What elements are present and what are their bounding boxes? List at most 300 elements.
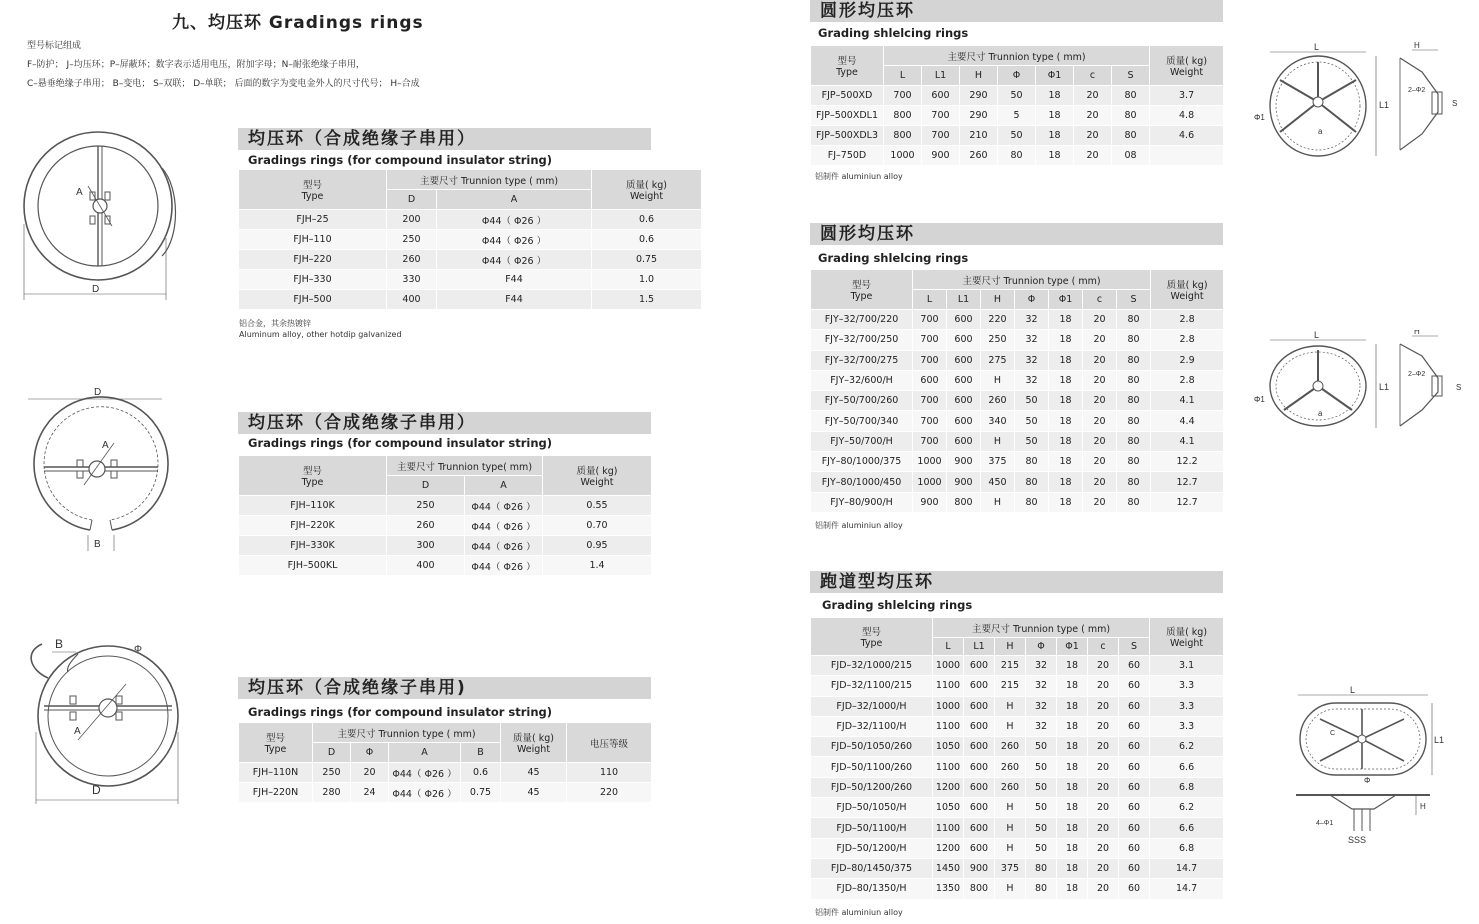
col-header: S <box>1119 638 1150 656</box>
table-cell: 60 <box>1119 879 1150 899</box>
table-cell: 3.7 <box>1150 86 1224 106</box>
table-cell: 18 <box>1049 492 1083 512</box>
table-cell: 275 <box>981 350 1015 370</box>
dim-label: Φ <box>1364 776 1371 785</box>
table-cell: 20 <box>1088 818 1119 838</box>
table-cell: 6.6 <box>1150 757 1224 777</box>
table-cell: 80 <box>1117 492 1151 512</box>
dim-label: D <box>94 387 102 398</box>
table-cell: 330 <box>387 270 437 290</box>
col-header-weight: 质量( kg) Weight <box>592 170 702 210</box>
table-cell: FJD–50/1100/H <box>811 818 933 838</box>
table-cell: 250 <box>387 230 437 250</box>
table-cell: 32 <box>1026 716 1057 736</box>
table-cell: 20 <box>1083 391 1117 411</box>
table-row <box>239 556 652 576</box>
col-header: Φ <box>1026 638 1057 656</box>
table-cell: 600 <box>964 757 995 777</box>
table-cell: 60 <box>1119 656 1150 676</box>
table-note: 铝合金，其余热镀锌 Aluminum alloy, other hotdip galvanized <box>239 319 402 339</box>
table-cell: 280 <box>313 783 351 803</box>
col-header: Φ1 <box>1049 290 1083 310</box>
table-cell: 18 <box>1057 879 1088 899</box>
table-cell: FJD–50/1200/H <box>811 838 933 858</box>
dim-label: L <box>1314 42 1320 52</box>
table-row <box>811 757 1224 777</box>
table-cell: 60 <box>1119 737 1150 757</box>
table-cell: 700 <box>913 411 947 431</box>
table-row <box>239 496 652 516</box>
table-cell: 20 <box>1088 838 1119 858</box>
table-cell: H <box>981 492 1015 512</box>
table-cell: FJH–500KL <box>239 556 387 576</box>
table-cell: 400 <box>387 556 465 576</box>
col-header-trunnion: 主要尺寸 Trunnion type ( mm) <box>387 170 592 190</box>
table-cell: 14.7 <box>1150 879 1224 899</box>
table-cell: FJY–32/700/275 <box>811 350 913 370</box>
table-cell: 1200 <box>933 777 964 797</box>
racetrack-ring-drawing <box>1290 685 1450 850</box>
table-cell: FJD–32/1000/215 <box>811 656 933 676</box>
table-row <box>811 431 1224 451</box>
table-cell: 0.95 <box>543 536 652 556</box>
table-cell: 20 <box>1083 472 1117 492</box>
table-cell: 110 <box>567 763 652 783</box>
intro-line: 型号标记组成 <box>27 41 82 51</box>
table-cell: 4.1 <box>1151 391 1224 411</box>
table-cell: 20 <box>1088 716 1119 736</box>
table-cell: 50 <box>1015 391 1049 411</box>
intro-line: C–悬垂绝缘子串用； B–变电； S–双联； D–单联； 后面的数字为变电金外人的尺寸代号； H–合成 <box>27 79 420 89</box>
table-row <box>811 411 1224 431</box>
table-cell: 20 <box>1074 146 1112 166</box>
col-header-type: 型号 Type <box>811 270 913 310</box>
table-cell: 32 <box>1026 696 1057 716</box>
table-cell: 260 <box>995 777 1026 797</box>
table-cell: 32 <box>1015 350 1049 370</box>
section-title-cn: 圆形均压环 <box>820 224 915 244</box>
col-header-type: 型号 Type <box>239 456 387 496</box>
table-cell: 18 <box>1057 858 1088 878</box>
table-row <box>811 86 1224 106</box>
col-header-trunnion: 主要尺寸 Trunnion type( mm) <box>387 456 543 476</box>
dim-label: L1 <box>1434 735 1445 745</box>
table-row <box>239 210 702 230</box>
table-cell: 900 <box>964 858 995 878</box>
dim-label: D <box>92 783 101 797</box>
table-cell: 450 <box>981 472 1015 492</box>
table-cell: 4.6 <box>1150 126 1224 146</box>
col-header: Φ1 <box>1036 66 1074 86</box>
table-cell: 600 <box>964 656 995 676</box>
table-cell: 700 <box>913 391 947 411</box>
table-row <box>811 798 1224 818</box>
table-cell: FJH–330K <box>239 536 387 556</box>
table-cell: 20 <box>1083 492 1117 512</box>
table-row <box>811 310 1224 330</box>
table-cell: 4.8 <box>1150 106 1224 126</box>
table-row <box>239 290 702 310</box>
table-cell: 220 <box>981 310 1015 330</box>
table-cell: 80 <box>1112 106 1150 126</box>
table-row <box>239 783 652 803</box>
table-cell: Φ44（ Φ26 ） <box>389 763 461 783</box>
dim-label: L <box>1350 685 1356 695</box>
table-cell: 600 <box>947 310 981 330</box>
table-cell: 32 <box>1026 676 1057 696</box>
table-cell: 260 <box>995 757 1026 777</box>
table-cell: 300 <box>387 536 465 556</box>
table-cell: 18 <box>1057 818 1088 838</box>
table-cell: 60 <box>1119 676 1150 696</box>
spec-table <box>238 169 702 310</box>
section-title-en: Grading shlelcing rings <box>822 598 973 612</box>
table-cell: FJD–80/1350/H <box>811 879 933 899</box>
col-header: L <box>884 66 922 86</box>
table-cell: 1000 <box>913 472 947 492</box>
section-title-cn: 跑道型均压环 <box>820 572 934 592</box>
table-cell: 20 <box>1088 777 1119 797</box>
table-cell: 50 <box>1026 838 1057 858</box>
col-header-type: 型号 Type <box>239 723 313 763</box>
table-cell: 0.75 <box>461 783 501 803</box>
table-cell: 18 <box>1049 431 1083 451</box>
table-cell: 50 <box>1026 818 1057 838</box>
section-title-cn: 均压环（合成绝缘子串用） <box>248 129 476 149</box>
table-cell: 18 <box>1049 391 1083 411</box>
table-cell: 1000 <box>884 146 922 166</box>
dim-label: L1 <box>1379 100 1390 110</box>
table-row <box>811 858 1224 878</box>
section-header-bar <box>810 223 1223 245</box>
table-cell: FJH–25 <box>239 210 387 230</box>
table-cell: Φ44（ Φ26 ） <box>389 783 461 803</box>
col-header-weight: 质量( kg) Weight <box>501 723 567 763</box>
table-row <box>811 656 1224 676</box>
table-cell: 18 <box>1057 777 1088 797</box>
table-cell: 80 <box>1117 330 1151 350</box>
dim-label: a <box>1318 127 1323 136</box>
table-row <box>239 763 652 783</box>
table-cell: 18 <box>1049 472 1083 492</box>
table-cell: 20 <box>1088 737 1119 757</box>
table-row <box>811 472 1224 492</box>
table-cell: Φ44（ Φ26 ） <box>465 556 543 576</box>
table-cell: 18 <box>1057 757 1088 777</box>
col-header: Φ <box>1015 290 1049 310</box>
table-cell: 1.4 <box>543 556 652 576</box>
dim-label: Φ1 <box>1254 113 1265 122</box>
spec-table <box>810 269 1224 513</box>
table-cell: 900 <box>922 146 960 166</box>
col-header-weight: 质量( kg) Weight <box>543 456 652 496</box>
table-cell: 18 <box>1057 656 1088 676</box>
table-cell: 400 <box>387 290 437 310</box>
table-cell: 4.1 <box>1151 431 1224 451</box>
table-cell: 210 <box>960 126 998 146</box>
table-cell: 4.4 <box>1151 411 1224 431</box>
col-header: H <box>995 638 1026 656</box>
table-cell: 290 <box>960 86 998 106</box>
table-cell: 18 <box>1057 676 1088 696</box>
table-cell: 18 <box>1036 126 1074 146</box>
table-cell: 800 <box>947 492 981 512</box>
table-cell: 600 <box>913 370 947 390</box>
table-cell: FJH–220 <box>239 250 387 270</box>
table-cell: 6.2 <box>1150 737 1224 757</box>
table-cell: 80 <box>1117 391 1151 411</box>
table-cell: FJD–50/1100/260 <box>811 757 933 777</box>
table-cell: 60 <box>1119 757 1150 777</box>
table-cell: 12.2 <box>1151 452 1224 472</box>
table-cell: 50 <box>998 86 1036 106</box>
table-row <box>811 330 1224 350</box>
table-cell: FJ–750D <box>811 146 884 166</box>
table-row <box>811 370 1224 390</box>
table-cell: FJH–220N <box>239 783 313 803</box>
table-row <box>811 452 1224 472</box>
section-title-en: Gradings rings (for compound insulator string) <box>248 436 553 450</box>
table-cell: 1100 <box>933 757 964 777</box>
table-cell: 0.6 <box>592 210 702 230</box>
table-cell: 700 <box>913 350 947 370</box>
table-row <box>811 879 1224 899</box>
dim-label: S <box>1456 383 1462 392</box>
table-row <box>811 777 1224 797</box>
table-cell: 260 <box>960 146 998 166</box>
table-cell: 08 <box>1112 146 1150 166</box>
col-header: D <box>313 743 351 763</box>
section-header-bar <box>238 128 651 150</box>
table-cell: Φ44（ Φ26 ） <box>465 496 543 516</box>
table-cell: 1.5 <box>592 290 702 310</box>
table-cell: 700 <box>913 330 947 350</box>
table-cell: 6.2 <box>1150 798 1224 818</box>
section-header-bar <box>810 0 1223 22</box>
table-cell: 12.7 <box>1151 492 1224 512</box>
table-cell: 700 <box>922 126 960 146</box>
table-cell: 20 <box>1088 798 1119 818</box>
spec-table <box>238 455 652 576</box>
table-row <box>811 350 1224 370</box>
round-ring-drawing <box>1252 42 1474 182</box>
dim-label: B <box>94 539 101 550</box>
dim-label: B <box>55 637 64 651</box>
table-cell: 60 <box>1119 777 1150 797</box>
table-cell: 18 <box>1036 146 1074 166</box>
dim-label: SSS <box>1348 835 1367 845</box>
table-cell: 50 <box>1015 431 1049 451</box>
table-cell: 20 <box>1088 696 1119 716</box>
dim-label: 2–Φ2 <box>1408 87 1426 94</box>
col-header-weight: 质量( kg) Weight <box>1151 270 1224 310</box>
col-header: c <box>1088 638 1119 656</box>
table-cell: 45 <box>501 763 567 783</box>
table-cell: F44 <box>437 270 592 290</box>
table-cell: 1450 <box>933 858 964 878</box>
ring-drawing-open <box>22 385 172 555</box>
section-header-bar <box>238 412 651 434</box>
table-cell: 6.8 <box>1150 777 1224 797</box>
table-cell: 260 <box>995 737 1026 757</box>
col-header-weight: 质量( kg) Weight <box>1150 46 1224 86</box>
table-cell: 3.3 <box>1150 696 1224 716</box>
table-cell: FJY–50/700/H <box>811 431 913 451</box>
table-cell: 5 <box>998 106 1036 126</box>
col-header-trunnion: 主要尺寸 Trunnion type ( mm) <box>933 618 1150 638</box>
col-header: B <box>461 743 501 763</box>
dim-label: D <box>92 284 100 295</box>
col-header-trunnion: 主要尺寸 Trunnion type ( mm) <box>884 46 1150 66</box>
table-cell: 20 <box>1083 452 1117 472</box>
spec-table <box>810 617 1224 900</box>
table-cell: 250 <box>387 496 465 516</box>
table-cell: 375 <box>981 452 1015 472</box>
table-cell: H <box>981 370 1015 390</box>
dim-label: H <box>1414 330 1420 336</box>
col-header: S <box>1117 290 1151 310</box>
table-cell: 14.7 <box>1150 858 1224 878</box>
table-cell: 18 <box>1049 370 1083 390</box>
table-cell: 0.70 <box>543 516 652 536</box>
table-cell: 20 <box>1088 676 1119 696</box>
table-cell: 600 <box>964 737 995 757</box>
table-cell: 600 <box>947 411 981 431</box>
table-row <box>811 391 1224 411</box>
table-cell: 80 <box>1117 472 1151 492</box>
table-cell: FJD–32/1000/H <box>811 696 933 716</box>
table-cell: 50 <box>1026 777 1057 797</box>
table-cell: FJP–500XDL3 <box>811 126 884 146</box>
table-cell: 80 <box>1117 431 1151 451</box>
table-cell: 60 <box>1119 716 1150 736</box>
table-cell: 32 <box>1015 310 1049 330</box>
table-row <box>811 716 1224 736</box>
table-cell: FJY–32/700/250 <box>811 330 913 350</box>
col-header: S <box>1112 66 1150 86</box>
table-cell: 50 <box>1026 798 1057 818</box>
table-cell: 700 <box>922 106 960 126</box>
table-cell: 18 <box>1057 838 1088 858</box>
intro-line: F–防护； J–均压环；P–屏蔽环；数字表示适用电压，附加字母；N–耐张绝缘子串用， <box>27 60 365 70</box>
table-cell: 1000 <box>933 696 964 716</box>
table-row <box>239 536 652 556</box>
table-cell: FJD–50/1050/H <box>811 798 933 818</box>
table-cell: FJD–50/1200/260 <box>811 777 933 797</box>
table-cell: 6.6 <box>1150 818 1224 838</box>
table-cell: 60 <box>1119 838 1150 858</box>
table-cell: 18 <box>1057 716 1088 736</box>
table-cell: 80 <box>1117 370 1151 390</box>
table-cell: 600 <box>964 838 995 858</box>
table-cell: 1000 <box>933 656 964 676</box>
section-title-cn: 圆形均压环 <box>820 1 915 21</box>
table-cell: 600 <box>947 330 981 350</box>
table-cell: 200 <box>387 210 437 230</box>
table-row <box>811 106 1224 126</box>
dim-label: S <box>1452 99 1458 108</box>
table-cell: 215 <box>995 656 1026 676</box>
col-header-type: 型号 Type <box>811 618 933 656</box>
col-header-trunnion: 主要尺寸 Trunnion type ( mm) <box>313 723 501 743</box>
col-header: L1 <box>947 290 981 310</box>
dim-label: A <box>102 440 109 451</box>
table-cell: 6.8 <box>1150 838 1224 858</box>
table-cell: 2.8 <box>1151 370 1224 390</box>
table-cell: 12.7 <box>1151 472 1224 492</box>
table-cell: 0.6 <box>592 230 702 250</box>
table-cell: 1000 <box>913 452 947 472</box>
table-row <box>811 737 1224 757</box>
table-cell: 50 <box>998 126 1036 146</box>
col-header: H <box>960 66 998 86</box>
col-header: L1 <box>922 66 960 86</box>
dim-label: Φ <box>134 644 142 655</box>
table-cell: 220 <box>567 783 652 803</box>
table-cell: 600 <box>964 676 995 696</box>
table-note: 铝制件 aluminiun alloy <box>815 521 903 530</box>
dim-label: L1 <box>1379 382 1390 392</box>
table-cell: 20 <box>1074 126 1112 146</box>
table-row <box>239 230 702 250</box>
table-cell: 250 <box>313 763 351 783</box>
col-header: A <box>465 476 543 496</box>
table-cell: 20 <box>1088 656 1119 676</box>
dim-label: H <box>1420 802 1426 811</box>
table-cell: 24 <box>351 783 389 803</box>
table-cell: 3.3 <box>1150 676 1224 696</box>
table-cell: 60 <box>1119 696 1150 716</box>
col-header-trunnion: 主要尺寸 Trunnion type ( mm) <box>913 270 1151 290</box>
table-cell <box>1150 146 1224 166</box>
table-cell: 18 <box>1036 86 1074 106</box>
spec-table <box>810 45 1224 166</box>
table-cell: FJP–500XDL1 <box>811 106 884 126</box>
table-cell: 375 <box>995 858 1026 878</box>
table-cell: 600 <box>947 431 981 451</box>
table-row <box>239 270 702 290</box>
table-cell: 60 <box>1119 858 1150 878</box>
section-title-en: Gradings rings (for compound insulator string) <box>248 705 553 719</box>
table-cell: FJH–220K <box>239 516 387 536</box>
col-header: Φ <box>998 66 1036 86</box>
round-ring-drawing <box>1252 330 1474 430</box>
col-header: A <box>437 190 592 210</box>
section-header-bar <box>810 571 1223 593</box>
section-title-cn: 均压环（合成绝缘子串用） <box>248 413 476 433</box>
section-title-cn: 均压环（合成绝缘子串用) <box>248 678 467 698</box>
table-cell: 20 <box>1088 858 1119 878</box>
dim-label: A <box>74 726 81 737</box>
table-cell: 80 <box>1112 126 1150 146</box>
dim-label: 2–Φ2 <box>1408 371 1426 378</box>
table-cell: Φ44（ Φ26 ） <box>437 210 592 230</box>
table-cell: FJH–110K <box>239 496 387 516</box>
table-cell: 20 <box>1083 431 1117 451</box>
table-cell: 80 <box>1117 310 1151 330</box>
table-cell: Φ44（ Φ26 ） <box>437 230 592 250</box>
table-cell: FJY–32/700/220 <box>811 310 913 330</box>
col-header-type: 型号 Type <box>811 46 884 86</box>
table-cell: 80 <box>1015 472 1049 492</box>
table-cell: 18 <box>1057 696 1088 716</box>
table-cell: 600 <box>964 716 995 736</box>
table-cell: 2.8 <box>1151 310 1224 330</box>
col-header: Φ <box>351 743 389 763</box>
table-cell: Φ44（ Φ26 ） <box>465 516 543 536</box>
table-row <box>811 838 1224 858</box>
table-cell: 900 <box>947 472 981 492</box>
